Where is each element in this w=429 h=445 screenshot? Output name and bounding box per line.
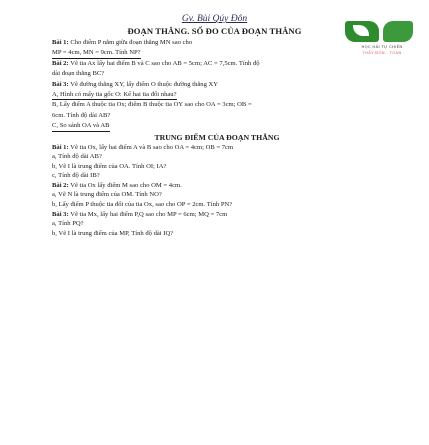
paragraph-line: b, Vẽ I là trung điểm của MP, Tính độ dài IQ? [52,229,174,237]
paragraph-line: A, Hình có mấy tia gốc O: Kể hai tia đối nhau? [52,90,425,100]
paragraph-line: Bài 1: Vẽ tia Ox, lấy hai điểm A và B sao cho OA = 4cm; OB = 7cm [52,143,234,151]
paragraph-line: C, So sánh OA và AB [52,121,425,131]
section-title: TRUNG ĐIỂM CỦA ĐOẠN THẲNG [154,132,280,142]
author-name: Gv. Bùi Qúy Đôn [181,14,248,24]
paragraph-line: c, Tính độ dài IB? [52,172,100,180]
paragraph-line: Bài 1: Cho điểm P nằm giữa đoạn thẳng MN sao cho [52,39,193,46]
paragraph-line: b, Vẽ I là trung điểm của OA. Tính OI; IA? [52,162,167,170]
paragraph-line: dài đoạn thẳng BC? [52,70,105,78]
logo-subtext: THẦY ĐÔN - TOÁN [362,50,402,55]
paragraph-line: a, Vẽ N là trung điểm của OM. Tính NO? [52,191,162,199]
paragraph-line: B, Lấy điểm A thuộc tia Ox; điểm B thuộc tia OY sao cho OA = 3cm; OB = [52,101,252,109]
paragraph-line: a, Tính độ dài AB? [52,153,102,161]
paragraph-line: Bài 2: Vẽ tia Ox lấy điểm M sao cho OM = 4cm. [52,181,182,189]
document-body [52,38,425,238]
paragraph-line: Bài 2: Vẽ tia Ax lấy hai điểm B và C sao cho AB = 5cm; AC = 7,5cm. Tính độ [52,59,260,67]
document-title: ĐOẠN THẲNG. SỐ ĐO CỦA ĐOẠN THẲNG [127,26,302,36]
paragraph-line: a, Tính PQ? [52,220,84,228]
paragraph-line: b, Lấy điểm P thuộc tia đối của tia Ox, sao cho OP = 2cm. Tính PN? [52,201,233,209]
paragraph-line: Bài 3: Vẽ tia Mx, lấy hai điểm P,Q sao cho MP = 6cm; MQ = 7cm [52,210,228,218]
paragraph-line: 6cm. Tính độ dài AB? [52,111,111,119]
logo-text: HỌC HẢI TỰ CHIẾN [361,44,403,49]
paragraph-line: Bài 3: Vẽ đường thẳng XY, lấy điểm O thuộc đường thẳng XY [52,80,219,88]
paragraph-line: MP = 4cm, MN = 9cm. Tính NP? [52,48,425,58]
